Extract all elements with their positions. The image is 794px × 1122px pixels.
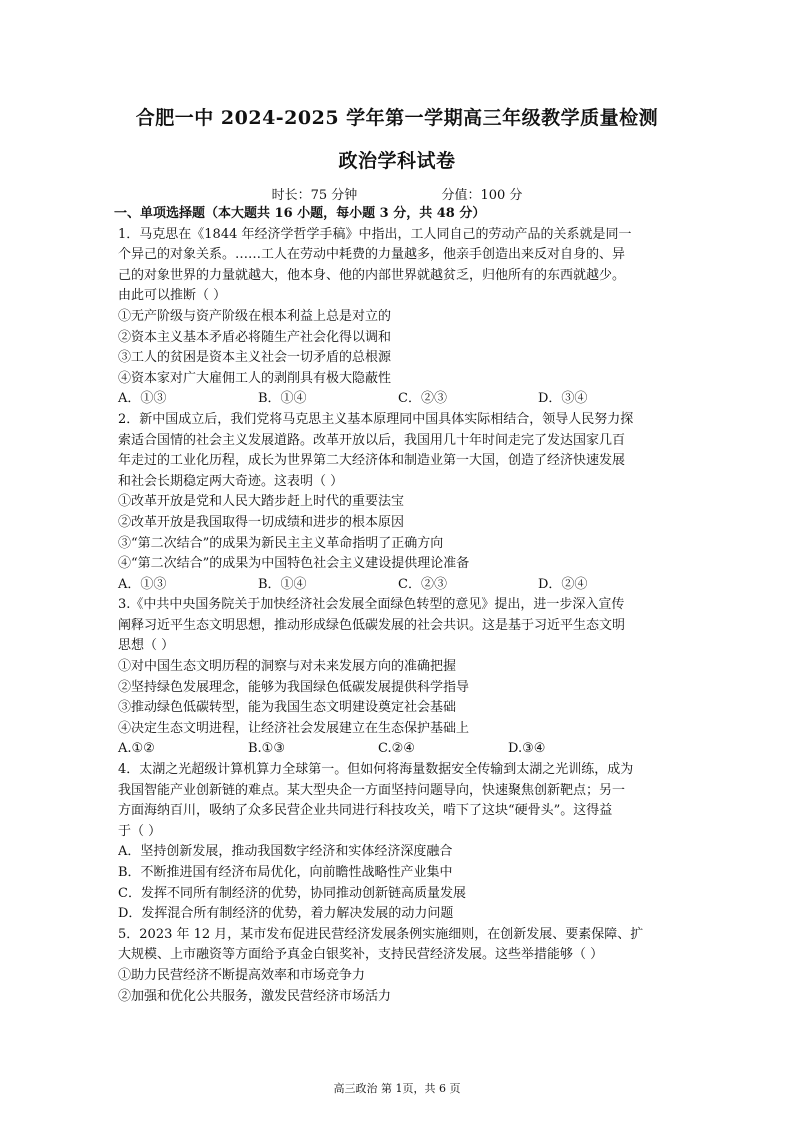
option-c: C.②④: [378, 741, 415, 757]
question-text: 阐释习近平生态文明思想，推动形成绿色低碳发展的社会共识。这是基于习近平生态文明: [118, 617, 626, 633]
option-d: D．③④: [538, 391, 588, 407]
option-d: D．发挥混合所有制经济的优势，着力解决发展的动力问题: [118, 906, 454, 922]
option-b: B．不断推进国有经济布局优化，向前瞻性战略性产业集中: [118, 865, 453, 880]
statement-item: ②改革开放是我国取得一切成绩和进步的根本原因: [118, 514, 405, 530]
statement-item: ②资本主义基本矛盾必将随生产社会化得以调和: [118, 329, 392, 345]
exam-content: [114, 204, 678, 1007]
question-text: 索适合国情的社会主义发展道路。改革开放以后，我国用几十年时间走完了发达国家几百: [118, 432, 626, 448]
question-text: 5．2023 年 12 月，某市发布促进民营经济发展条例实施细则，在创新发展、要素保障、扩: [118, 926, 644, 942]
statement-item: ③工人的贫困是资本主义社会一切矛盾的总根源: [118, 350, 392, 366]
question-text: 我国智能产业创新链的难点。某大型央企一方面坚持问题导向，快速聚焦创新靶点；另一: [118, 782, 626, 798]
answer-options: [118, 389, 678, 410]
question-text: 1．马克思在《1844 年经济学哲学手稿》中指出，工人同自己的劳动产品的关系就是同一: [118, 226, 632, 242]
statement-item: ③“第二次结合”的成果为新民主主义革命指明了正确方向: [118, 535, 444, 551]
exam-subtitle: 政治学科试卷: [338, 150, 456, 172]
answer-options: [118, 739, 678, 760]
statement-item: ①无产阶级与资产阶级在根本利益上总是对立的: [118, 308, 392, 324]
question-4: [118, 760, 678, 925]
statement-item: ④“第二次结合”的成果为中国特色社会主义建设提供理论准备: [118, 556, 470, 572]
duration: 时长：75 分钟: [271, 188, 358, 203]
page-footer: 高三政治 第 1页，共 6 页: [333, 1082, 461, 1095]
option-d: D.③④: [508, 741, 546, 757]
statement-item: ④决定生态文明进程，让经济社会发展建立在生态保护基础上: [118, 720, 470, 736]
option-b: B．①④: [258, 576, 307, 592]
answer-options: [118, 575, 678, 596]
option-b: B．①④: [258, 391, 307, 407]
score: 分值：100 分: [441, 188, 523, 203]
statement-item: ②坚持绿色发展理念，能够为我国绿色低碳发展提供科学指导: [118, 679, 470, 695]
option-c: C．②③: [398, 391, 447, 407]
question-text: 3.《中共中央国务院关于加快经济社会发展全面绿色转型的意见》提出，进一步深入宣传: [118, 597, 625, 613]
question-text: 2．新中国成立后，我们党将马克思主义基本原理同中国具体实际相结合，领导人民努力探: [118, 411, 634, 427]
question-text: 方面海纳百川，吸纳了众多民营企业共同进行科技攻关，啃下了这块“硬骨头”。这得益: [118, 803, 613, 819]
option-a: A．①③: [118, 576, 167, 592]
question-text: 个异己的对象关系。……工人在劳动中耗费的力量越多，他亲手创造出来反对自身的、异: [118, 247, 626, 263]
question-text: 4．太湖之光超级计算机算力全球第一。但如何将海量数据安全传输到太湖之光训练，成为: [118, 762, 634, 778]
question-3: [118, 595, 678, 760]
option-c: C．发挥不同所有制经济的优势，协同推动创新链高质量发展: [118, 885, 466, 901]
statement-item: ④资本家对广大雇佣工人的剥削具有极大隐蔽性: [118, 370, 392, 386]
question-text: 年走过的工业化历程，成长为世界第二大经济体和制造业第一大国，创造了经济快速发展: [118, 453, 626, 469]
section-heading: 一、单项选择题（本大题共 16 小题，每小题 3 分，共 48 分）: [114, 206, 486, 221]
question-text: 和社会长期稳定两大奇迹。这表明（ ）: [118, 473, 344, 489]
question-text: 由此可以推断（ ）: [118, 288, 227, 304]
option-a: A.①②: [118, 741, 155, 757]
statement-item: ①助力民营经济不断提高效率和市场竞争力: [118, 967, 366, 983]
statement-item: ③推动绿色低碳转型，能为我国生态文明建设奠定社会基础: [118, 700, 457, 716]
option-a: A．①③: [118, 391, 167, 407]
question-text: 思想（ ）: [118, 638, 175, 654]
question-1: [118, 225, 678, 410]
statement-item: ②加强和优化公共服务，激发民营经济市场活力: [118, 988, 392, 1004]
option-b: B.①③: [248, 741, 285, 757]
question-text: 己的对象世界的力量就越大，他本身、他的内部世界就越贫乏，归他所有的东西就越少。: [118, 267, 626, 283]
exam-title: 合肥一中 2024-2025 学年第一学期高三年级教学质量检测: [135, 107, 659, 129]
question-5: [118, 925, 678, 1007]
option-d: D．②④: [538, 576, 588, 592]
statement-item: ①对中国生态文明历程的洞察与对未来发展方向的准确把握: [118, 659, 457, 675]
option-c: C．②③: [398, 576, 447, 592]
statement-item: ①改革开放是党和人民大踏步赶上时代的重要法宝: [118, 494, 405, 510]
option-a: A．坚持创新发展，推动我国数字经济和实体经济深度融合: [118, 844, 453, 860]
question-2: [118, 410, 678, 595]
question-text: 于（ ）: [118, 823, 162, 839]
exam-meta: [0, 184, 794, 203]
question-text: 大规模、上市融资等方面给予真金白银奖补，支持民营经济发展。这些举措能够（ ）: [118, 947, 604, 963]
